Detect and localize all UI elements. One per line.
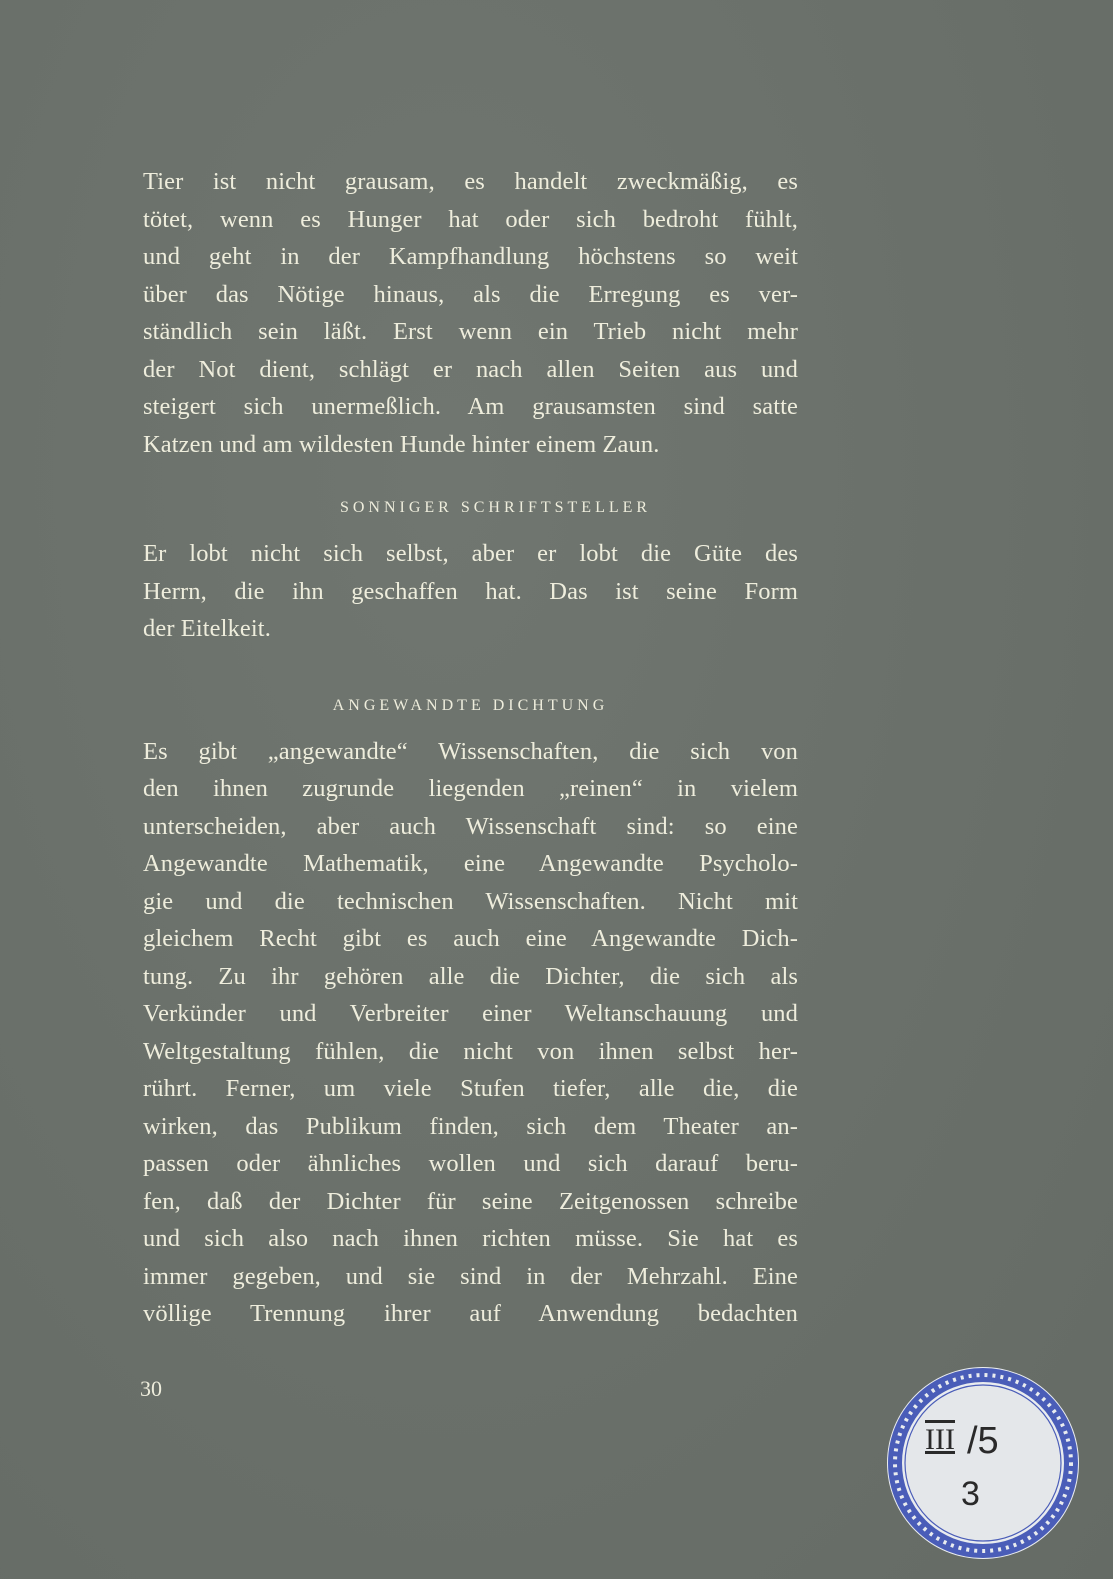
text-line: den ihnen zugrunde liegenden „reinen“ in vielem [143,775,798,802]
text-line: tötet, wenn es Hunger hat oder sich bedroht fühlt, [143,205,798,233]
text-line: Er lobt nicht sich selbst, aber er lobt die Güte des [143,540,798,567]
page-number: 30 [140,1376,162,1401]
text-line: über das Nötige hinaus, als die Erregung es ver- [143,280,798,308]
text-line: und geht in der Kampfhandlung höchstens so weit [143,243,798,270]
stamp-number-top: /5 [967,1420,999,1462]
text-line: und sich also nach ihnen richten müsse. Sie hat es [143,1225,798,1252]
text-line: Weltgestaltung fühlen, die nicht von ihnen selbst her- [143,1037,798,1065]
text-line: gie und die technischen Wissenschaften. Nicht mit [143,887,798,915]
text-line: immer gegeben, und sie sind in der Mehrzahl. Eine [143,1262,798,1290]
library-stamp [885,1365,1081,1561]
text-line: ständlich sein läßt. Erst wenn ein Trieb nicht mehr [143,318,798,345]
text-line: Katzen und am wildesten Hunde hinter einem Zaun. [143,430,660,458]
text-line: fen, daß der Dichter für seine Zeitgenossen schreibe [143,1187,798,1215]
text-line: passen oder ähnliches wollen und sich darauf beru- [143,1150,798,1177]
page-text [143,163,798,1333]
text-line: Es gibt „angewandte“ Wissenschaften, die sich von [143,737,798,765]
text-line: unterscheiden, aber auch Wissenschaft sind: so eine [143,812,798,840]
text-line: der Not dient, schlägt er nach allen Seiten aus und [143,355,798,383]
stamp-inner-circle [905,1385,1061,1541]
text-line: wirken, das Publikum finden, sich dem Theater an- [143,1112,798,1140]
paragraph-tier [143,163,798,463]
text-line: Herrn, die ihn geschaffen hat. Das ist seine Form [143,577,798,605]
stamp-number-bottom: 3 [961,1475,980,1513]
paragraph-angewandte-dichtung [143,733,798,1333]
text-line: gleichem Recht gibt es auch eine Angewandte Dich- [143,925,798,952]
text-line: der Eitelkeit. [143,615,271,642]
text-line: völlige Trennung ihrer auf Anwendung bedachten [143,1300,798,1327]
text-line: Verkünder und Verbreiter einer Weltanschauung und [143,1000,798,1027]
paragraph-sonniger-schriftsteller [143,535,798,648]
text-line: Tier ist nicht grausam, es handelt zweckmäßig, es [143,168,798,195]
text-line: steigert sich unermeßlich. Am grausamsten sind satte [143,393,798,420]
section-heading-sonniger-schriftsteller: SONNIGER SCHRIFTSTELLER [339,499,652,516]
text-line: rührt. Ferner, um viele Stufen tiefer, alle die, die [143,1075,798,1102]
text-line: Angewandte Mathematik, eine Angewandte Psycholo- [143,850,798,877]
stamp-roman-numeral: III [925,1423,955,1456]
section-heading-angewandte-dichtung: ANGEWANDTE DICHTUNG [332,696,609,714]
text-line: tung. Zu ihr gehören alle die Dichter, die sich als [143,962,798,990]
